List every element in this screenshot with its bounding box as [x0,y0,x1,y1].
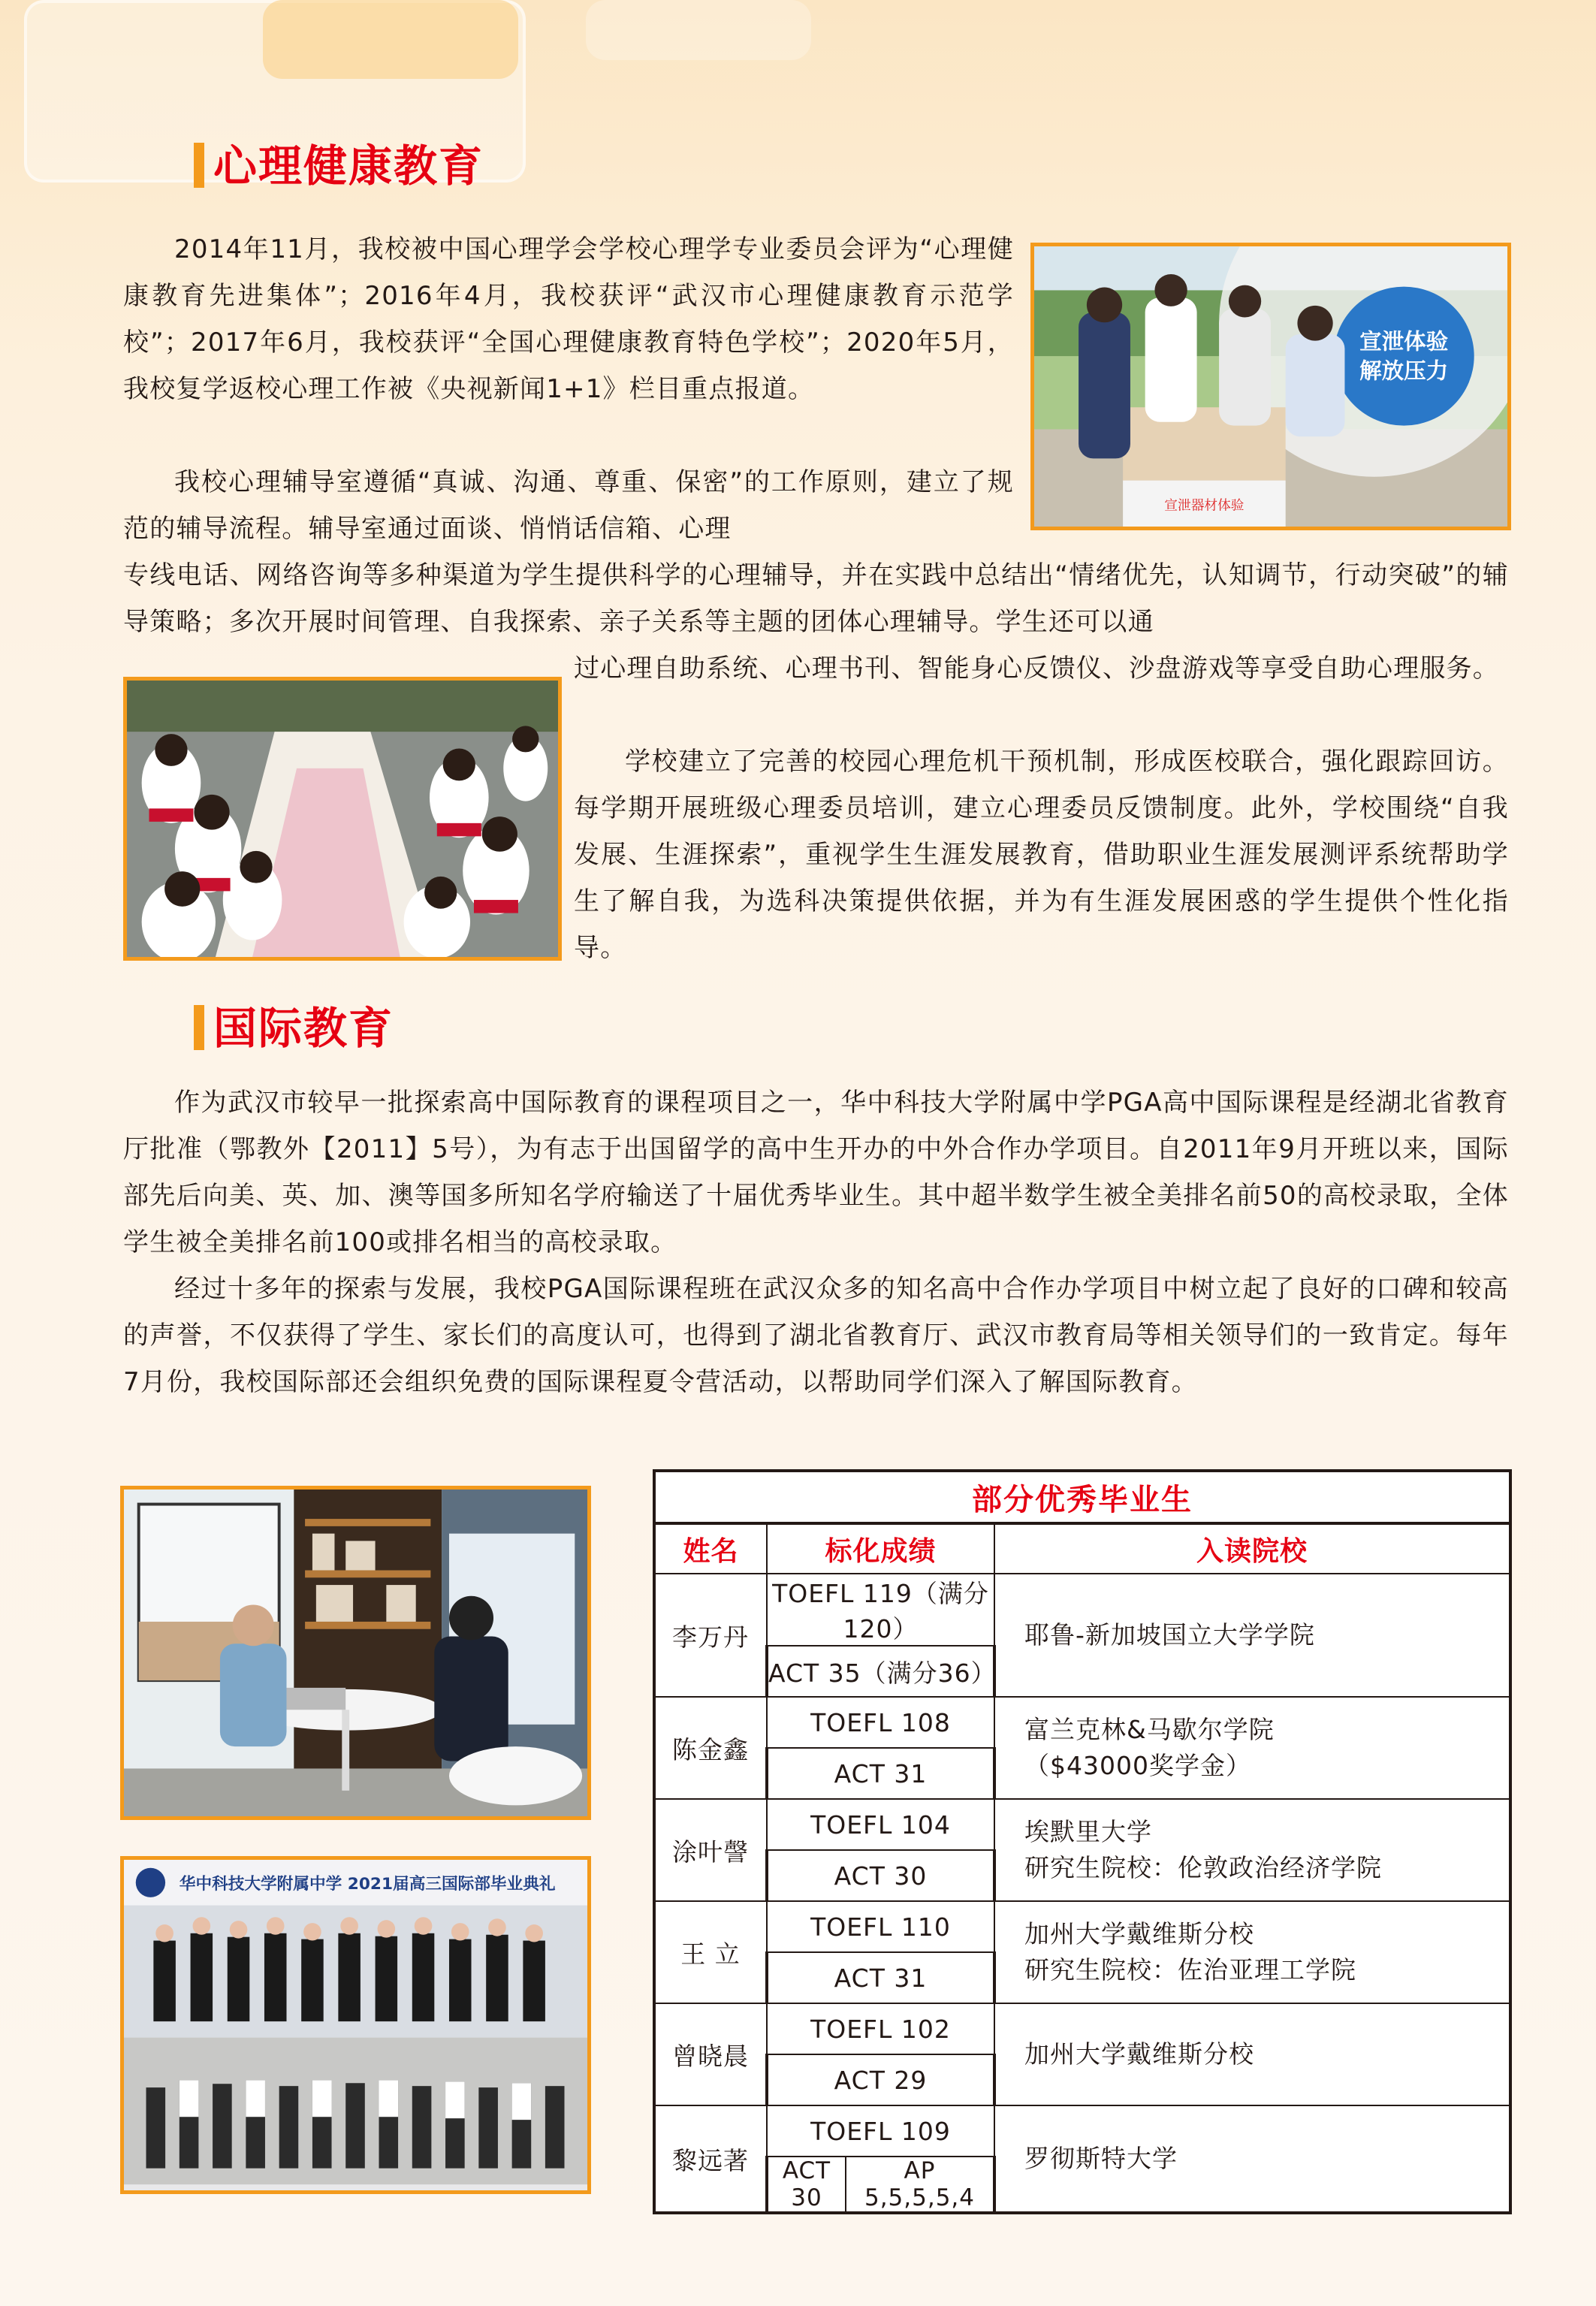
school-name: 富兰克林&马歇尔学院 [1024,1715,1275,1744]
graduate-name: 涂叶謦 [654,1799,767,1901]
column-header: 姓名 [654,1523,767,1574]
school-name: 耶鲁-新加坡国立大学学院 [1024,1620,1315,1650]
sign-text: 宣泄体验 [1359,328,1449,355]
paragraph: 我校心理辅导室遵循“真诚、沟通、尊重、保密”的工作原则，建立了规范的辅导流程。辅导室通过面谈、悄悄话信箱、心理 [123,467,1014,544]
paragraph: 专线电话、网络咨询等多种渠道为学生提供科学的心理辅导，并在实践中总结出“情绪优先，认知调节，行动突破”的辅导策略；多次开展时间管理、自我探索、亲子关系等主题的团体心理辅导。学生还可以通 [123,560,1509,637]
paragraph: 过心理自助系统、心理书刊、智能身心反馈仪、沙盘游戏等享受自助心理服务。 [574,653,1499,684]
photo-group-painting-activity [123,677,562,961]
background-decoration [586,0,811,60]
graduate-name: 李万丹 [654,1574,767,1697]
score-cell: TOEFL 119（满分120） [767,1574,994,1646]
school-name: 加州大学戴维斯分校 [1024,2039,1254,2069]
school-cell [994,2003,1510,2105]
table-row [654,2003,1510,2054]
paragraph: 2014年11月，我校被中国心理学会学校心理学专业委员会评为“心理健康教育先进集体”；2016年4月，我校获评“武汉市心理健康教育示范学校”；2017年6月，我校获评“全国心理健康教育特色学校”；2020年5月，我校复学返校心理工作被《央视新闻1+1》栏目重点报道。 [123,234,1014,404]
score-cell: AP 5,5,5,5,4 [846,2157,994,2213]
table-row [654,2105,1510,2157]
paragraph: 学校建立了完善的校园心理危机干预机制，形成医校联合，强化跟踪回访。每学期开展班级心理委员培训，建立心理委员反馈制度。此外，学校围绕“自我发展、生涯探索”，重视学生生涯发展教育，借助职业生涯发展测评系统帮助学生了解自我，为选科决策提供依据，并为有生涯发展困惑的学生提供个性化指导。 [574,747,1509,963]
table-sign-text: 宣泄器材体验 [1164,498,1245,514]
section-title: 心理健康教育 [213,140,484,192]
photo-graduation-ceremony [120,1856,591,2194]
table-caption: 部分优秀毕业生 [654,1471,1510,1523]
school-cell [994,1901,1510,2003]
school-name: 埃默里大学 [1024,1817,1152,1846]
school-cell [994,1574,1510,1697]
school-note: （$43000奖学金） [1024,1751,1251,1780]
column-header: 入读院校 [994,1523,1510,1574]
column-header: 标化成绩 [767,1523,994,1574]
score-cell: ACT 29 [767,2054,994,2105]
school-note: 研究生院校：佐治亚理工学院 [1024,1955,1356,1985]
school-cell [994,1799,1510,1901]
paragraph: 经过十多年的探索与发展，我校PGA国际课程班在武汉众多的知名高中合作办学项目中树立起了良好的口碑和较高的声誉，不仅获得了学生、家长们的高度认可，也得到了湖北省教育厅、武汉市教育局等相关领导们的一致肯定。每年7月份，我校国际部还会组织免费的国际课程夏令营活动，以帮助同学们深入了解国际教育。 [123,1274,1509,1397]
graduate-name: 陈金鑫 [654,1697,767,1799]
table-row [654,1574,1510,1646]
score-cell: TOEFL 102 [767,2003,994,2054]
heading-accent-bar [194,143,204,188]
outstanding-graduates-table [653,1469,1512,2214]
score-cell: ACT 35（满分36） [767,1646,994,1697]
banner-text: 华中科技大学附属中学 2021届高三国际部毕业典礼 [179,1875,556,1894]
photo-stress-relief-booth [1030,243,1511,530]
graduate-name: 黎远著 [654,2105,767,2213]
table-row [654,1697,1510,1748]
paragraph: 作为武汉市较早一批探索高中国际教育的课程项目之一，华中科技大学附属中学PGA高中国际课程是经湖北省教育厅批准（鄂教外【2011】5号），为有志于出国留学的高中生开办的中外合作办学项目。自2011年9月开班以来，国际部先后向美、英、加、澳等国多所知名学府输送了十届优秀毕业生。其中超半数学生被全美排名前50的高校录取，全体学生被全美排名前100或排名相当的高校录取。 [123,1088,1509,1257]
score-cell: TOEFL 109 [767,2105,994,2157]
section-title: 国际教育 [213,1003,394,1054]
score-cell: ACT 31 [767,1748,994,1799]
score-cell: TOEFL 110 [767,1901,994,1952]
school-cell [994,1697,1510,1799]
school-name: 罗彻斯特大学 [1024,2144,1178,2173]
heading-accent-bar [194,1005,204,1050]
school-cell [994,2105,1510,2213]
score-cell: ACT 31 [767,1952,994,2003]
graduate-name: 王 立 [654,1901,767,2003]
score-cell: TOEFL 108 [767,1697,994,1748]
photo-interview-room [120,1486,591,1820]
graduate-name: 曾晓晨 [654,2003,767,2105]
svg-text:解放压力: 解放压力 [1359,358,1449,384]
table-row [654,1799,1510,1850]
school-note: 研究生院校：伦敦政治经济学院 [1024,1853,1382,1882]
table-row [654,1901,1510,1952]
score-cell: ACT 30 [767,2157,846,2213]
background-decoration [263,0,518,79]
school-name: 加州大学戴维斯分校 [1024,1919,1254,1948]
score-cell: TOEFL 104 [767,1799,994,1850]
score-cell: ACT 30 [767,1850,994,1901]
